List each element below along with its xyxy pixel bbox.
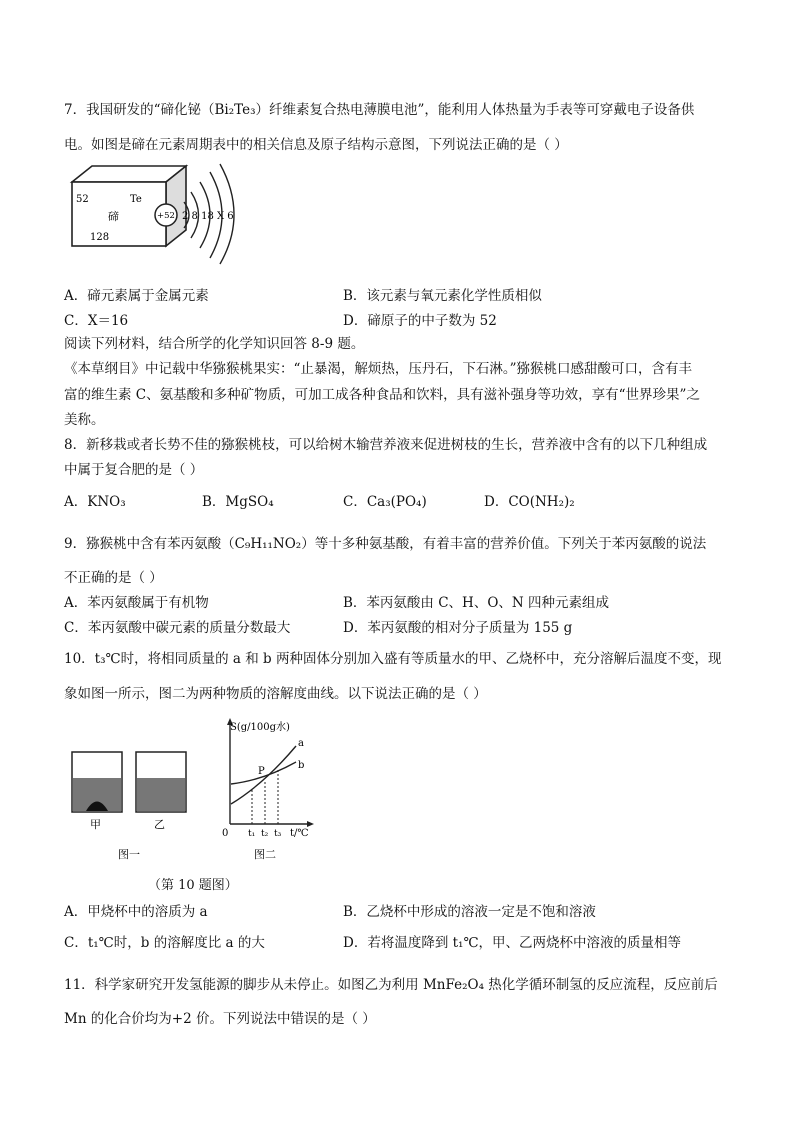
q10-option-a: A．甲烧杯中的溶质为 a [64, 904, 208, 920]
q9-option-c: C．苯丙氨酸中碳元素的质量分数最大 [64, 620, 291, 636]
beaker-yi-label: 乙 [154, 818, 165, 831]
q10-figure-caption: （第 10 题图） [148, 878, 238, 893]
q9-stem-line2: 不正确的是（ ） [64, 570, 163, 586]
q9-option-b: B．苯丙氨酸由 C、H、O、N 四种元素组成 [343, 595, 609, 611]
element-symbol: Te [130, 194, 142, 205]
figure-one-label: 图一 [118, 848, 140, 861]
tick-t2: t₂ [261, 829, 269, 839]
origin-label: 0 [222, 828, 229, 839]
q9-option-d: D．苯丙氨酸的相对分子质量为 155 g [343, 620, 573, 636]
solubility-figure [64, 712, 324, 864]
q10-option-b: B．乙烧杯中形成的溶液一定是不饱和溶液 [343, 904, 596, 920]
intro-line4: 美称。 [64, 412, 105, 428]
y-axis-label: S(g/100g水) [230, 722, 290, 733]
atomic-number: 52 [76, 194, 89, 205]
q11-stem-line1: 11．科学家研究开发氢能源的脚步从未停止。如图乙为利用 MnFe₂O₄ 热化学循环制氢的反应流程，反应前后 [64, 977, 718, 993]
q8-option-b: B．MgSO₄ [202, 494, 274, 510]
q7-stem-line1: 7．我国研发的“碲化铋（Bi₂Te₃）纤维素复合热电薄膜电池”，能利用人体热量为手表等可穿戴电子设备供 [64, 102, 695, 118]
q7-option-d: D．碲原子的中子数为 52 [343, 313, 497, 329]
q7-option-c: C．X＝16 [64, 313, 129, 329]
element-name: 碲 [108, 210, 119, 223]
q10-option-d: D．若将温度降到 t₁℃，甲、乙两烧杯中溶液的质量相等 [343, 935, 682, 951]
point-p-label: P [258, 766, 265, 777]
q9-option-a: A．苯丙氨酸属于有机物 [64, 595, 209, 611]
intro-line3: 富的维生素 C、氨基酸和多种矿物质，可加工成各种食品和饮料，具有滋补强身等功效，享有“世界珍果”之 [64, 387, 700, 403]
q11-stem-line2: Mn 的化合价均为+2 价。下列说法中错误的是（ ） [64, 1011, 376, 1027]
q8-option-d: D．CO(NH₂)₂ [484, 494, 575, 510]
curve-a-label: a [298, 738, 304, 749]
beaker-jia-label: 甲 [90, 818, 101, 831]
x-axis-label: t/℃ [290, 828, 309, 839]
q8-option-a: A．KNO₃ [64, 494, 126, 510]
q8-stem-line1: 8．新移栽或者长势不佳的猕猴桃枝，可以给树木输营养液来促进树枝的生长，营养液中含有的以下几种组成 [64, 437, 708, 453]
tick-t3: t₃ [274, 829, 282, 839]
tellurium-figure [64, 160, 264, 265]
q7-stem-line2: 电。如图是碲在元素周期表中的相关信息及原子结构示意图，下列说法正确的是（ ） [64, 137, 568, 153]
electron-shells: 2 8 18 X 6 [182, 211, 234, 222]
atomic-mass: 128 [90, 232, 110, 243]
curve-b-label: b [298, 760, 305, 771]
tick-t1: t₁ [248, 829, 256, 839]
q7-option-b: B．该元素与氧元素化学性质相似 [343, 288, 542, 304]
figure-two-label: 图二 [254, 848, 276, 861]
q7-option-a: A．碲元素属于金属元素 [64, 288, 209, 304]
q10-option-c: C．t₁℃时，b 的溶解度比 a 的大 [64, 935, 265, 951]
q10-stem-line2: 象如图一所示，图二为两种物质的溶解度曲线。以下说法正确的是（ ） [64, 686, 487, 702]
q8-stem-line2: 中属于复合肥的是（ ） [64, 462, 204, 478]
intro-line2: 《本草纲目》中记载中华猕猴桃果实：“止暴渴，解烦热，压丹石，下石淋。”猕猴桃口感甜酸可口，含有丰 [64, 361, 693, 377]
q8-option-c: C．Ca₃(PO₄) [343, 494, 427, 510]
q10-stem-line1: 10．t₃℃时，将相同质量的 a 和 b 两种固体分别加入盛有等质量水的甲、乙烧杯中，充分溶解后温度不变，现 [64, 651, 722, 667]
nucleus-charge: +52 [157, 211, 175, 221]
intro-line1: 阅读下列材料，结合所学的化学知识回答 8-9 题。 [64, 336, 365, 352]
q9-stem-line1: 9．猕猴桃中含有苯丙氨酸（C₉H₁₁NO₂）等十多种氨基酸，有着丰富的营养价值。下列关于苯丙氨酸的说法 [64, 536, 707, 552]
